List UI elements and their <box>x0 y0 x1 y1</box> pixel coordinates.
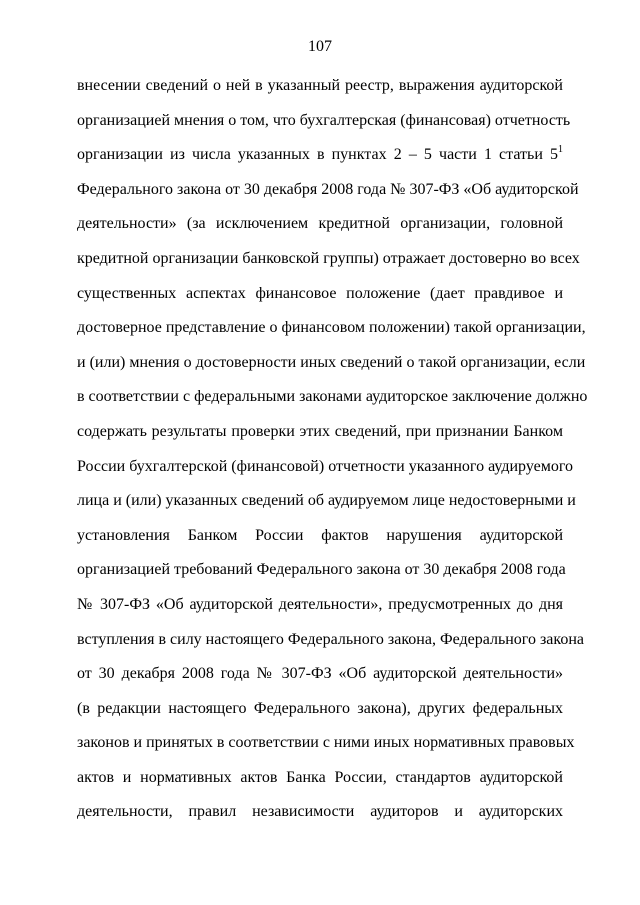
text-line: установления Банком России фактов нарушения аудиторской <box>77 526 563 544</box>
text-line: от 30 декабря 2008 года № 307-ФЗ «Об аудиторской деятельности» <box>77 665 563 683</box>
text-line: содержать результаты проверки этих сведений, при признании Банком <box>77 422 563 440</box>
text-line: достоверное представление о финансовом положении) такой организации, <box>77 319 586 337</box>
text-line: организацией мнения о том, что бухгалтерская (финансовая) отчетность <box>77 111 571 129</box>
text-line: актов и нормативных актов Банка России, стандартов аудиторской <box>77 768 563 786</box>
text-line: России бухгалтерской (финансовой) отчетности указанного аудируемого <box>77 457 574 475</box>
body-text <box>77 73 588 834</box>
text-line: законов и принятых в соответствии с ними иных нормативных правовых <box>77 734 575 752</box>
text-line: деятельности, правил независимости аудиторов и аудиторских <box>77 803 563 821</box>
text-line: в соответствии с федеральными законами аудиторское заключение должно <box>77 388 588 406</box>
text-line-content: организации из числа указанных в пунктах 2 – 5 части 1 статьи 5 <box>77 146 558 164</box>
text-line: № 307-ФЗ «Об аудиторской деятельности», предусмотренных до дня <box>77 595 563 613</box>
text-line: организацией требований Федерального закона от 30 декабря 2008 года <box>77 561 566 579</box>
text-line: вступления в силу настоящего Федерального закона, Федерального закона <box>77 630 585 648</box>
text-line-with-superscript <box>77 142 563 177</box>
text-line: кредитной организации банковской группы) отражает достоверно во всех <box>77 249 580 267</box>
text-line: Федерального закона от 30 декабря 2008 года № 307-ФЗ «Об аудиторской <box>77 180 579 198</box>
text-line: и (или) мнения о достоверности иных сведений о такой организации, если <box>77 353 586 371</box>
text-line: внесении сведений о ней в указанный реестр, выражения аудиторской <box>77 77 563 94</box>
text-line: существенных аспектах финансовое положение (дает правдивое и <box>77 284 563 302</box>
text-line: лица и (или) указанных сведений об аудируемом лице недостоверными и <box>77 492 576 510</box>
text-line: (в редакции настоящего Федерального закона), других федеральных <box>77 699 563 717</box>
page-number: 107 <box>308 38 332 55</box>
text-line: деятельности» (за исключением кредитной организации, головной <box>77 215 563 233</box>
footnote-superscript: 1 <box>558 144 563 156</box>
